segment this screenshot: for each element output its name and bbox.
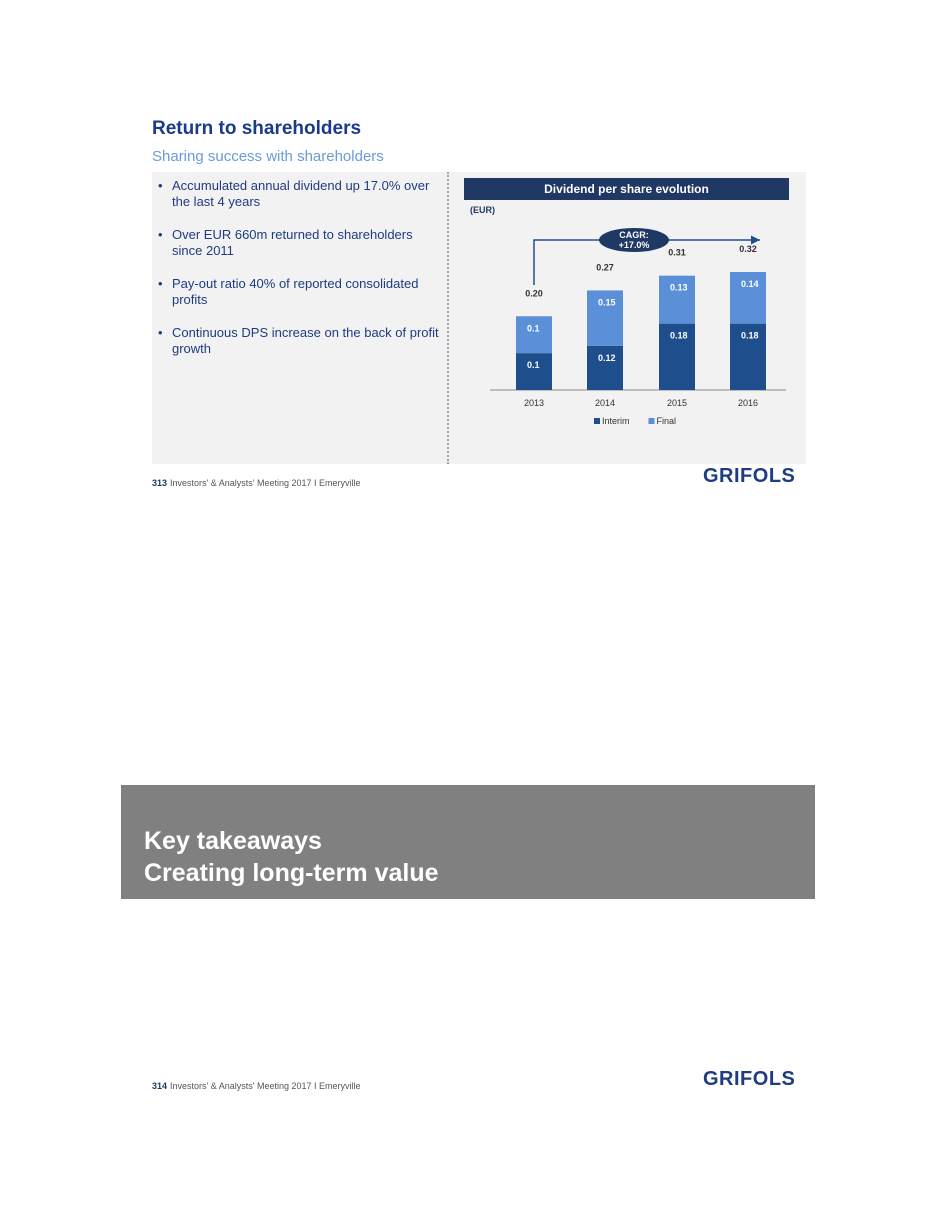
page-number: 313 — [152, 478, 168, 488]
total-label-2013: 0.20 — [525, 288, 543, 299]
bars-group — [516, 244, 766, 408]
slide-subtitle: Sharing success with shareholders — [152, 148, 384, 165]
legend-label-final: Final — [656, 416, 677, 426]
data-label-final-2015: 0.13 — [670, 282, 688, 293]
bullet-dot: • — [158, 227, 163, 242]
bullet-text: Accumulated annual dividend up 17.0% over the last 4 years — [172, 178, 430, 209]
panel-divider — [447, 172, 449, 464]
grifols-logo: GRIFOLS — [703, 465, 796, 487]
x-tick-label-2016: 2016 — [737, 398, 759, 408]
bullet-dot: • — [158, 276, 163, 291]
chart-legend — [594, 416, 676, 426]
data-label-final-2014: 0.15 — [598, 297, 616, 308]
slide-title: Return to shareholders — [152, 118, 362, 139]
data-label-final-2016: 0.14 — [741, 279, 759, 289]
total-label-2014: 0.27 — [596, 262, 614, 273]
legend-swatch-final — [649, 418, 655, 424]
cagr-label-line1: CAGR: — [619, 230, 649, 240]
bullet-dot: • — [158, 325, 163, 340]
bar-final-2013 — [516, 316, 552, 353]
data-label-interim-2013: 0.1 — [527, 360, 540, 371]
grifols-logo: GRIFOLS — [703, 1068, 796, 1090]
bullet-dot: • — [158, 178, 163, 193]
bullet-item — [158, 178, 443, 210]
data-label-interim-2014: 0.12 — [598, 352, 616, 363]
slide1-footer — [152, 478, 361, 488]
bullet-item — [158, 276, 443, 308]
cagr-label-line2: +17.0% — [618, 240, 650, 250]
bullet-text: Over EUR 660m returned to shareholders since 2011 — [172, 227, 413, 258]
data-label-interim-2015: 0.18 — [670, 330, 688, 341]
data-label-final-2013: 0.1 — [527, 323, 540, 334]
data-label-interim-2016: 0.18 — [741, 330, 759, 341]
page-number: 314 — [152, 1081, 168, 1091]
chart-header: Dividend per share evolution — [464, 178, 789, 200]
bar-interim-2013 — [516, 353, 552, 390]
banner-title: Key takeaways — [144, 827, 322, 855]
bullet-item — [158, 227, 443, 259]
banner-subtitle: Creating long-term value — [144, 859, 439, 887]
x-tick-label-2013: 2013 — [523, 398, 545, 408]
dividend-chart — [450, 172, 806, 464]
legend-label-interim: Interim — [602, 416, 630, 426]
bullet-text: Pay-out ratio 40% of reported consolidated profits — [172, 276, 419, 307]
chart-unit-label: (EUR) — [470, 205, 495, 215]
total-label-2016: 0.32 — [739, 244, 757, 254]
bullet-list — [158, 178, 443, 374]
x-tick-label-2014: 2014 — [594, 398, 616, 408]
x-tick-label-2015: 2015 — [666, 398, 688, 408]
slide2-footer — [152, 1081, 361, 1091]
footer-text: Investors' & Analysts' Meeting 2017 I Emeryville — [170, 478, 361, 488]
total-label-2015: 0.31 — [668, 247, 686, 258]
footer-text: Investors' & Analysts' Meeting 2017 I Emeryville — [170, 1081, 361, 1091]
cagr-annotation — [534, 228, 760, 285]
legend-swatch-interim — [594, 418, 600, 424]
bullet-item — [158, 325, 443, 357]
bullet-text: Continuous DPS increase on the back of profit growth — [172, 325, 439, 356]
